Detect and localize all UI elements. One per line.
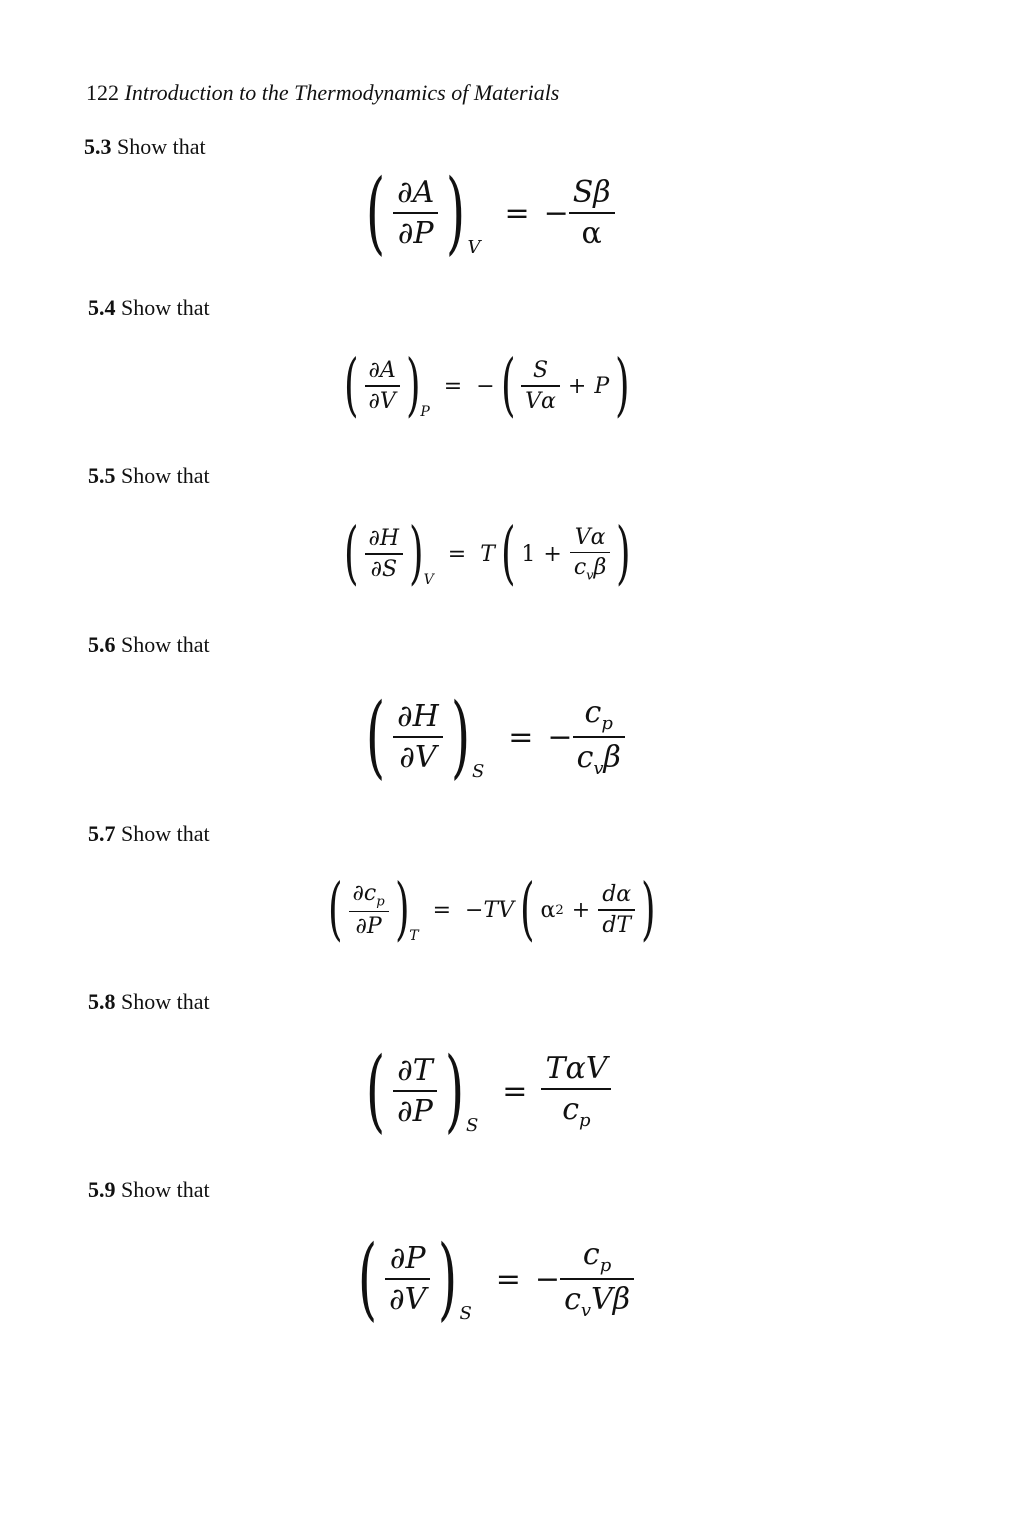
page-number: 122	[86, 80, 119, 105]
problem-label	[88, 819, 210, 849]
right-paren: )	[438, 1226, 458, 1331]
problem-prompt: Show that	[121, 463, 210, 488]
equation	[358, 1038, 611, 1143]
rhs-sign: −	[465, 897, 484, 923]
rhs-sign: −	[534, 1261, 561, 1297]
fraction-bar	[521, 385, 560, 387]
rhs-denominator: α	[581, 215, 602, 251]
fraction-bar	[365, 385, 400, 387]
equals-sign: =	[447, 541, 467, 567]
problem-number: 5.9	[88, 1177, 116, 1202]
alpha-exponent: 2	[555, 902, 564, 918]
fraction-bar	[365, 553, 404, 555]
rhs-term: P	[594, 373, 610, 399]
lhs-denominator: ∂V	[368, 388, 396, 414]
equals-sign: =	[504, 195, 530, 231]
right-paren: )	[394, 870, 410, 949]
left-paren: (	[519, 870, 535, 949]
left-paren: (	[357, 1226, 378, 1331]
right-paren: )	[446, 160, 466, 265]
fraction-bar	[569, 212, 615, 214]
lhs-fraction	[365, 526, 404, 582]
fraction-bar	[573, 736, 625, 738]
rhs-numerator: dα	[602, 882, 632, 908]
plus-sign: +	[567, 373, 587, 399]
problem-prompt: Show that	[121, 632, 210, 657]
rhs-denominator: dT	[602, 912, 632, 938]
lhs-subscript: P	[420, 404, 430, 420]
plus-sign: +	[543, 541, 562, 567]
left-paren: (	[365, 160, 386, 265]
lhs-denominator: ∂S	[370, 556, 398, 582]
rhs-numerator: Sβ	[572, 175, 611, 211]
equation	[322, 870, 662, 949]
lhs-numerator: ∂H	[397, 699, 439, 735]
rhs-sign: −	[476, 373, 495, 399]
c-symbol: c	[582, 1237, 600, 1273]
left-paren: (	[327, 870, 343, 949]
problem-number: 5.4	[88, 295, 116, 320]
fraction-bar	[385, 1278, 430, 1280]
lhs-subscript: V	[467, 237, 481, 258]
right-paren: )	[641, 870, 656, 949]
problem-number: 5.6	[88, 632, 116, 657]
right-paren: )	[405, 346, 421, 425]
lhs-subscript: S	[459, 1303, 472, 1324]
left-paren: (	[500, 514, 516, 593]
c-symbol: c	[562, 1091, 580, 1127]
rhs-sign: −	[543, 195, 569, 231]
fraction-bar	[598, 909, 635, 911]
c-subscript: v	[580, 1299, 592, 1321]
lhs-fraction	[393, 175, 438, 251]
c-subscript: v	[586, 568, 594, 584]
equals-sign: =	[495, 1261, 521, 1297]
equation	[338, 346, 636, 425]
rhs-denominator	[573, 740, 625, 779]
equation	[350, 1226, 634, 1331]
lhs-subscript: T	[409, 928, 419, 944]
problem-label	[88, 461, 210, 491]
rhs-one: 1	[521, 541, 536, 567]
lhs-fraction	[385, 1241, 430, 1317]
problem-label	[88, 1175, 210, 1205]
problem-label	[88, 293, 210, 323]
c-symbol: c	[573, 555, 587, 581]
beta-symbol: β	[603, 739, 621, 775]
lhs-numerator: ∂T	[397, 1053, 433, 1089]
left-paren: (	[343, 346, 359, 425]
v-beta: Vβ	[591, 1281, 631, 1317]
right-paren: )	[615, 346, 630, 425]
rhs-numerator	[581, 695, 617, 734]
problem-prompt: Show that	[121, 1177, 210, 1202]
problem-prompt: Show that	[121, 821, 210, 846]
lhs-denominator: ∂V	[389, 1281, 427, 1317]
rhs-fraction	[569, 175, 615, 251]
c-symbol: c	[576, 739, 594, 775]
alpha-symbol: α	[540, 897, 556, 923]
left-paren: (	[500, 346, 516, 425]
rhs-numerator	[579, 1237, 615, 1276]
running-header	[86, 78, 559, 108]
c-subscript: p	[579, 1109, 591, 1131]
c-subscript: p	[376, 893, 385, 909]
lhs-numerator: ∂P	[389, 1241, 426, 1277]
lhs-fraction	[349, 881, 389, 940]
lhs-denominator: ∂P	[397, 1093, 433, 1129]
rhs-fraction	[541, 1051, 611, 1131]
book-title: Introduction to the Thermodynamics of Materials	[124, 80, 560, 105]
partial-c: ∂c	[352, 880, 377, 906]
c-subscript: p	[601, 713, 613, 735]
right-paren: )	[450, 684, 471, 789]
left-paren: (	[365, 1038, 386, 1143]
problem-number: 5.7	[88, 821, 116, 846]
lhs-subscript: V	[423, 572, 434, 588]
rhs-fraction	[570, 525, 611, 584]
fraction-bar	[349, 911, 389, 913]
lhs-numerator: ∂H	[368, 526, 400, 552]
fraction-bar	[393, 736, 443, 738]
c-subscript: v	[593, 757, 604, 779]
lhs-fraction	[393, 699, 443, 775]
rhs-fraction	[598, 882, 635, 938]
lhs-denominator: ∂P	[355, 914, 382, 940]
problem-label	[84, 132, 206, 162]
rhs-denominator	[558, 1092, 594, 1131]
equation	[338, 514, 637, 593]
lhs-denominator: ∂V	[399, 739, 437, 775]
lhs-subscript: S	[471, 761, 485, 782]
c-subscript: p	[599, 1255, 612, 1277]
rhs-fraction	[573, 695, 625, 779]
c-symbol: c	[584, 695, 602, 731]
lhs-denominator: ∂P	[397, 215, 434, 251]
rhs-sign: −	[547, 719, 573, 755]
rhs-denominator: Vα	[525, 388, 556, 414]
rhs-denominator	[560, 1282, 634, 1321]
equals-sign: =	[502, 1073, 528, 1109]
fraction-bar	[541, 1088, 611, 1090]
beta-symbol: β	[593, 555, 607, 581]
right-paren: )	[409, 514, 424, 593]
c-symbol: c	[564, 1281, 581, 1317]
rhs-numerator: S	[532, 358, 549, 384]
fraction-bar	[393, 1090, 437, 1092]
rhs-factor: T	[480, 541, 495, 567]
problem-prompt: Show that	[121, 295, 210, 320]
lhs-fraction	[393, 1053, 437, 1129]
fraction-bar	[393, 212, 438, 214]
equals-sign: =	[508, 719, 534, 755]
left-paren: (	[365, 684, 386, 789]
problem-prompt: Show that	[117, 134, 206, 159]
lhs-numerator: ∂A	[368, 358, 396, 384]
lhs-numerator	[349, 881, 389, 909]
right-paren: )	[616, 514, 631, 593]
rhs-numerator: TαV	[545, 1051, 608, 1087]
problem-prompt: Show that	[121, 989, 210, 1014]
problem-number: 5.8	[88, 989, 116, 1014]
rhs-fraction	[560, 1237, 634, 1321]
problem-number: 5.3	[84, 134, 112, 159]
problem-label	[88, 630, 210, 660]
rhs-denominator	[570, 555, 611, 583]
fraction-bar	[570, 552, 611, 554]
lhs-numerator: ∂A	[397, 175, 435, 211]
equals-sign: =	[443, 373, 463, 399]
fraction-bar	[560, 1278, 634, 1280]
lhs-subscript: S	[465, 1115, 479, 1136]
equals-sign: =	[432, 897, 451, 923]
equation	[358, 684, 625, 789]
plus-sign: +	[571, 897, 591, 923]
rhs-factor: TV	[483, 897, 514, 923]
problem-number: 5.5	[88, 463, 116, 488]
problem-label	[88, 987, 210, 1017]
left-paren: (	[343, 514, 359, 593]
rhs-fraction	[521, 358, 560, 414]
rhs-numerator: Vα	[574, 524, 606, 550]
equation	[358, 160, 615, 265]
right-paren: )	[444, 1038, 465, 1143]
lhs-fraction	[365, 358, 400, 414]
